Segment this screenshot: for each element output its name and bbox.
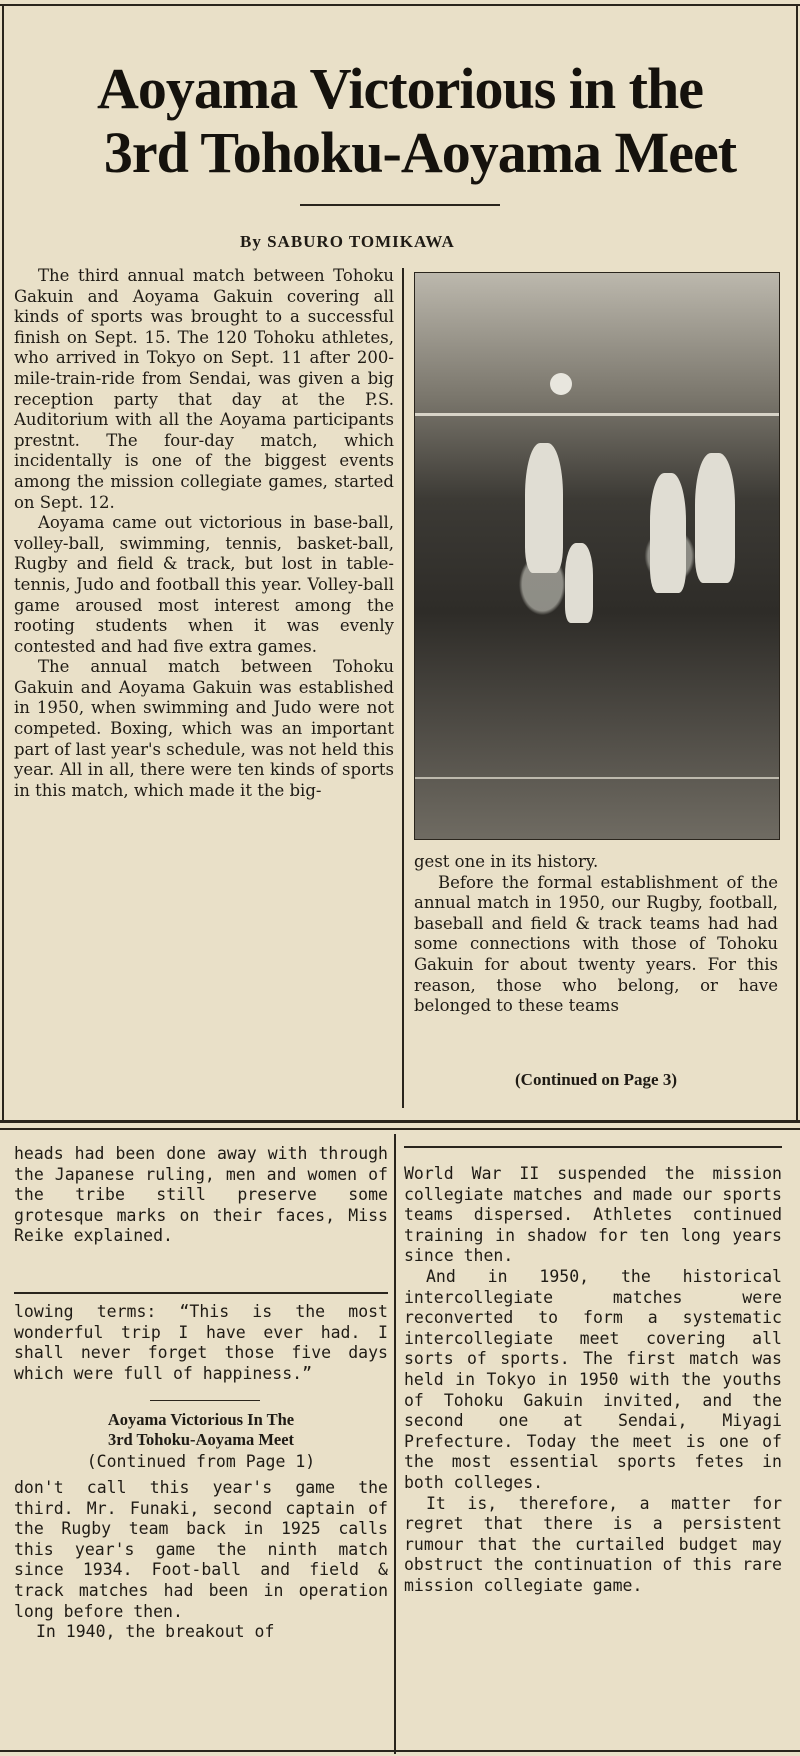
fragment-paragraph: don't call this year's game the third. Mr. Funaki, second captain of the Rugby team back in 1925 calls this year's game the ninth match since 1934. Foot-ball and field & track matches had been in operation long before then. xyxy=(14,1478,388,1621)
headline-line-2: 3rd Tohoku-Aoyama Meet xyxy=(103,119,737,185)
volleyball-photo xyxy=(414,272,780,840)
article-paragraph: Aoyama came out victorious in base-ball, volley-ball, swimming, tennis, basket-ball, Rugby and field & track, but lost in table-tennis, Judo and football this year. Volley-ball game aroused most interest among the rooting students when it was evenly contested and had five extra games. xyxy=(14,513,394,656)
photo-ball xyxy=(550,373,572,395)
bottom-border xyxy=(0,1750,800,1752)
fragment-paragraph: World War II suspended the mission collegiate matches and made our sports teams dispersed. Athletes continued training in shadow for ten long years since then. xyxy=(404,1164,782,1266)
continued-note: (Continued on Page 3) xyxy=(515,1070,677,1089)
fragment-paragraph: And in 1950, the historical intercollegiate matches were reconverted to form a systematic intercollegiate meet covering all sorts of sports. The first match was held in Tokyo in 1950 with the youths of Tohoku Gakuin invited, and the second one at Sendai, Miyagi Prefecture. Today the meet is one of the most essential sports fetes in both colleges. xyxy=(404,1266,782,1492)
fragment-paragraph: heads had been done away with through the Japanese ruling, men and women of the tribe still preserve some grotesque marks on their faces, Miss Reike explained. xyxy=(14,1144,388,1246)
left-border xyxy=(2,4,4,1120)
photo-player xyxy=(525,443,563,573)
top-border xyxy=(0,4,800,6)
fragment-paragraph: In 1940, the breakout of xyxy=(36,1622,275,1642)
article-paragraph: The third annual match between Tohoku Gakuin and Aoyama Gakuin covering all kinds of sports was brought to a successful finish on Sept. 15. The 120 Tohoku athletes, who arrived in Tokyo on Sept. 11 after 200-mile-train-ride from Sendai, was given a big reception party that day at the P.S. Auditorium with all the Aoyama participants prestnt. The four-day match, which incidentally is one of the biggest events among the mission collegiate games, started on Sept. 12. xyxy=(14,266,394,512)
column-divider xyxy=(402,268,404,1108)
fragment-tribe xyxy=(14,1144,388,1247)
fragment-continued xyxy=(14,1478,388,1643)
photo-player xyxy=(565,543,593,623)
photo-court-line xyxy=(415,777,779,779)
article-paragraph: Before the formal establishment of the annual match in 1950, our Rugby, football, baseball and field & track teams had had some connections with those of Tohoku Gakuin for about twenty years. For this reason, those who belong, or have belonged to these teams xyxy=(414,872,778,1016)
article-paragraph: gest one in its history. xyxy=(414,852,599,871)
continued-headline-line-1: Aoyama Victorious In The xyxy=(107,1410,295,1429)
photo-player xyxy=(650,473,686,593)
sub-headline-divider xyxy=(150,1400,260,1401)
photo-player xyxy=(695,453,735,583)
fragment-paragraph: It is, therefore, a matter for regret that there is a persistent rumour that the curtailed budget may obstruct the continuation of this rare mission collegiate game. xyxy=(404,1493,782,1595)
lower-column-divider xyxy=(394,1134,396,1754)
fragment-trip xyxy=(14,1302,388,1384)
photo-net xyxy=(415,413,779,416)
article-paragraph: The annual match between Tohoku Gakuin and Aoyama Gakuin was established in 1950, when swimming and Judo were not competed. Boxing, which was an important part of last year's schedule, was not held this year. All in all, there were ten kinds of sports in this match, which made it the big- xyxy=(14,657,394,800)
clipping-separator xyxy=(0,1120,800,1123)
continued-from-note: (Continued from Page 1) xyxy=(86,1452,316,1471)
fragment-divider xyxy=(14,1292,388,1294)
right-border xyxy=(796,4,798,1120)
clipping-separator-2 xyxy=(0,1128,800,1130)
lower-right-column xyxy=(404,1164,782,1596)
byline: By SABURO TOMIKAWA xyxy=(240,232,455,251)
continued-headline xyxy=(14,1410,388,1450)
headline-divider xyxy=(300,204,500,206)
headline-line-1: Aoyama Victorious in the xyxy=(97,55,703,121)
headline xyxy=(10,57,790,185)
article-column-left xyxy=(14,266,394,801)
article-column-right xyxy=(414,852,778,1017)
fragment-paragraph: lowing terms: “This is the most wonderful trip I have ever had. I shall never forget those five days which were full of happiness.” xyxy=(14,1302,388,1383)
lower-right-top-rule xyxy=(404,1146,782,1148)
continued-headline-line-2: 3rd Tohoku-Aoyama Meet xyxy=(107,1430,295,1449)
